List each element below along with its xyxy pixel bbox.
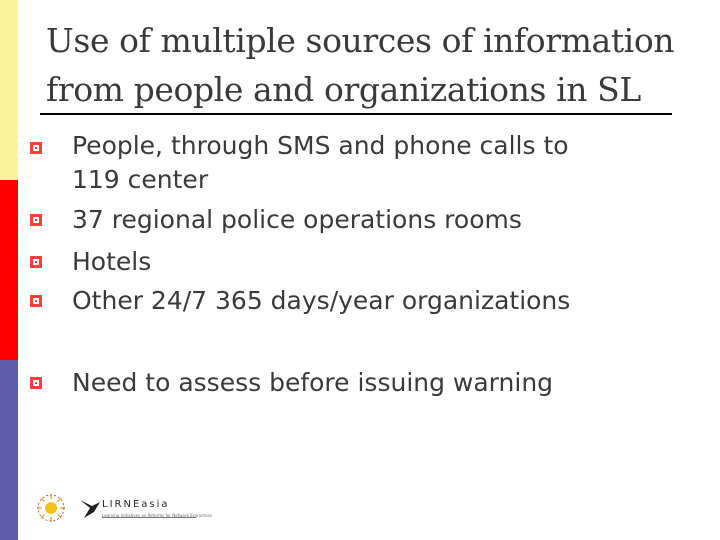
bullet-text: 37 regional police operations rooms [72, 205, 522, 234]
bullet-text-continued: 119 center [72, 165, 209, 194]
square-bullet-icon [30, 256, 42, 268]
slide-title [46, 16, 686, 114]
square-bullet-icon [30, 377, 42, 389]
side-bar-yellow [0, 0, 18, 180]
bullet-text: Need to assess before issuing warning [72, 368, 554, 397]
side-bar-red [0, 180, 18, 360]
logo-tagline: Learning Initiatives on Reforms for Network Economies [102, 513, 212, 518]
bullet-text: People, through SMS and phone calls to [72, 131, 569, 160]
bullet-text: Hotels [72, 247, 152, 276]
bird-icon [80, 500, 100, 518]
slide-title-line-1: Use of multiple sources of information [46, 21, 675, 60]
bullet-text: Other 24/7 365 days/year organizations [72, 286, 571, 315]
sun-icon [37, 494, 65, 522]
title-underline [40, 113, 672, 115]
square-bullet-icon [30, 142, 42, 154]
square-bullet-icon [30, 214, 42, 226]
side-bar-purple [0, 360, 18, 540]
logo-name: LIRNEasia [102, 499, 170, 510]
square-bullet-icon [30, 295, 42, 307]
slide-title-line-2: from people and organizations in SL [46, 70, 641, 109]
